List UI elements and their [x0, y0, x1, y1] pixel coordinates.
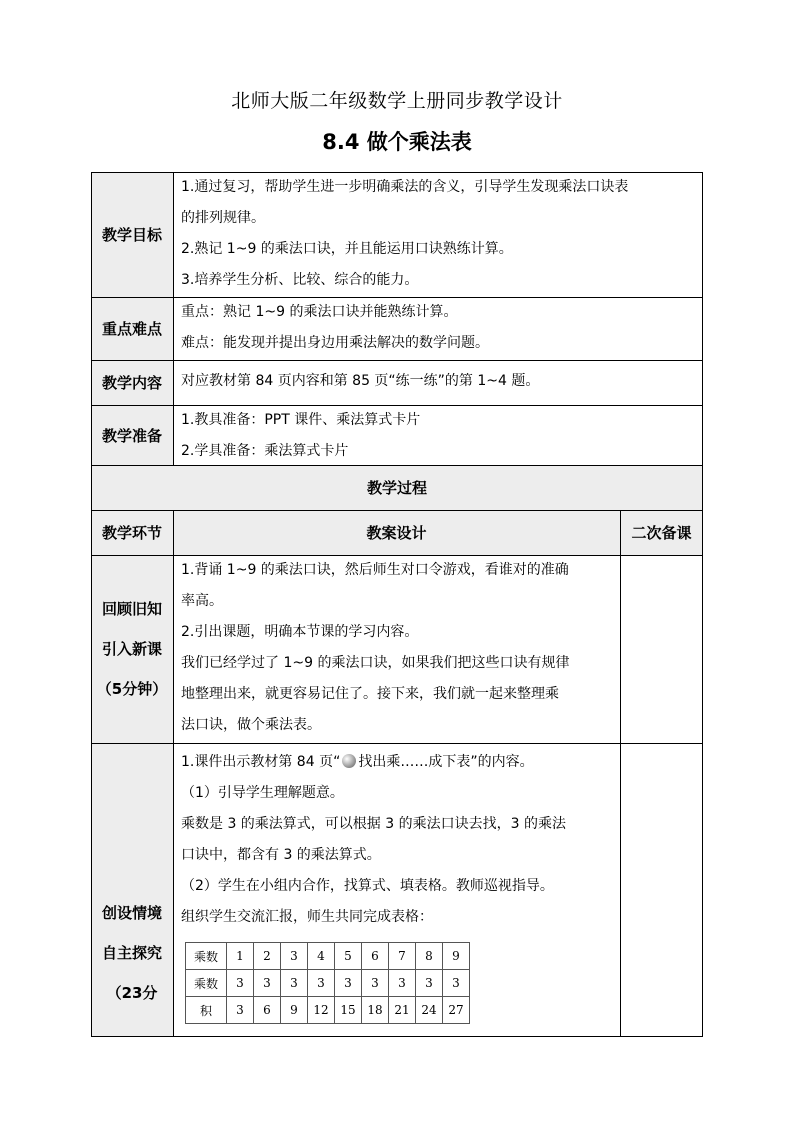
goals-label: 教学目标 — [91, 172, 173, 297]
row-key-points — [91, 297, 703, 360]
lesson-title: 8.4 做个乘法表 — [322, 130, 472, 154]
table-row-header: 乘数 — [186, 943, 227, 970]
document-subtitle: 北师大版二年级数学上册同步教学设计 — [231, 90, 563, 112]
table-cell: 3 — [443, 970, 470, 997]
table-border — [91, 1036, 703, 1037]
row-goals — [91, 172, 703, 297]
prep-label: 教学准备 — [91, 405, 173, 465]
design-line: （1）引导学生理解题意。 — [181, 785, 344, 801]
table-cell: 24 — [416, 997, 443, 1024]
table-cell: 1 — [227, 943, 254, 970]
content-label: 教学内容 — [91, 360, 173, 405]
table-cell: 21 — [389, 997, 416, 1024]
design-line: 我们已经学过了 1~9 的乘法口诀，如果我们把这些口诀有规律 — [181, 655, 570, 671]
table-cell: 2 — [254, 943, 281, 970]
stage-label-line: 引入新课 — [101, 640, 162, 658]
stage-review-design — [173, 555, 620, 743]
table-row — [186, 943, 470, 970]
table-cell: 3 — [335, 970, 362, 997]
table-border — [91, 172, 92, 1037]
stage-review-notes — [620, 555, 703, 743]
key-points-line: 重点：熟记 1~9 的乘法口诀并能熟练计算。 — [181, 304, 458, 320]
table-row-header: 积 — [186, 997, 227, 1024]
stage-column-header: 教学环节 — [91, 510, 173, 555]
stage-review-label — [91, 555, 173, 743]
table-cell: 9 — [443, 943, 470, 970]
content-text — [173, 360, 703, 405]
table-cell: 3 — [227, 997, 254, 1024]
table-cell: 7 — [389, 943, 416, 970]
table-cell: 9 — [281, 997, 308, 1024]
notes-column-header: 二次备课 — [620, 510, 703, 555]
row-prep — [91, 405, 703, 465]
stage-explore-label — [91, 743, 173, 1036]
row-stage-review — [91, 555, 703, 743]
table-cell: 5 — [335, 943, 362, 970]
table-cell: 4 — [308, 943, 335, 970]
table-cell: 6 — [362, 943, 389, 970]
key-points-label: 重点难点 — [91, 297, 173, 360]
table-row-header: 乘数 — [186, 970, 227, 997]
table-row — [186, 970, 470, 997]
table-cell: 3 — [254, 970, 281, 997]
table-cell: 3 — [416, 970, 443, 997]
table-border — [91, 743, 703, 744]
table-border — [702, 172, 703, 1037]
table-cell: 3 — [227, 970, 254, 997]
key-points-line: 难点：能发现并提出身边用乘法解决的数学问题。 — [181, 335, 489, 351]
table-border — [91, 172, 703, 173]
key-points-content — [173, 297, 703, 360]
table-border — [91, 297, 703, 298]
table-row — [186, 997, 470, 1024]
goals-content — [173, 172, 703, 297]
table-cell: 12 — [308, 997, 335, 1024]
table-cell: 3 — [308, 970, 335, 997]
design-line: 2.引出课题，明确本节课的学习内容。 — [181, 624, 419, 640]
design-line: 乘数是 3 的乘法算式，可以根据 3 的乘法口诀去找，3 的乘法 — [181, 816, 566, 832]
table-border — [91, 555, 703, 556]
goals-line: 的排列规律。 — [181, 210, 265, 226]
design-line-start: 1.课件出示教材第 84 页“ — [181, 754, 341, 770]
prep-line: 1.教具准备：PPT 课件、乘法算式卡片 — [181, 412, 421, 428]
content-line: 对应教材第 84 页内容和第 85 页“练一练”的第 1~4 题。 — [181, 373, 540, 389]
stage-label-line: 自主探究 — [101, 944, 162, 962]
design-column-header: 教案设计 — [173, 510, 620, 555]
table-border — [620, 510, 621, 1037]
table-border — [91, 405, 703, 406]
design-line: 组织学生交流汇报，师生共同完成表格： — [181, 909, 433, 925]
row-content — [91, 360, 703, 405]
stage-label-line: 创设情境 — [101, 904, 162, 922]
table-cell: 27 — [443, 997, 470, 1024]
table-cell: 8 — [416, 943, 443, 970]
process-title: 教学过程 — [91, 465, 703, 510]
table-cell: 6 — [254, 997, 281, 1024]
stage-label-line: （23分 — [106, 984, 158, 1002]
table-border — [91, 510, 703, 511]
design-line: 1.背诵 1~9 的乘法口诀，然后师生对口令游戏，看谁对的准确 — [181, 562, 569, 578]
table-border — [91, 360, 703, 361]
table-border — [173, 172, 174, 465]
stage-explore-notes — [620, 743, 703, 1036]
design-line-end: 找出乘……成下表”的内容。 — [358, 754, 534, 770]
table-border — [173, 510, 174, 1037]
table-border — [91, 465, 703, 466]
design-line: 口诀中，都含有 3 的乘法算式。 — [181, 847, 381, 863]
table-cell: 3 — [281, 970, 308, 997]
multiplication-table — [185, 942, 470, 1024]
table-cell: 3 — [281, 943, 308, 970]
design-line: 地整理出来，就更容易记住了。接下来，我们就一起来整理乘 — [181, 686, 559, 702]
table-cell: 18 — [362, 997, 389, 1024]
prep-content — [173, 405, 703, 465]
goals-line: 3.培养学生分析、比较、综合的能力。 — [181, 272, 419, 288]
table-cell: 15 — [335, 997, 362, 1024]
goals-line: 1.通过复习，帮助学生进一步明确乘法的含义，引导学生发现乘法口诀表 — [181, 179, 629, 195]
design-line: 率高。 — [181, 593, 223, 609]
design-line: （2）学生在小组内合作，找算式、填表格。教师巡视指导。 — [181, 878, 554, 894]
ball-icon — [342, 754, 356, 768]
table-cell: 3 — [389, 970, 416, 997]
table-cell: 3 — [362, 970, 389, 997]
design-line — [181, 747, 612, 778]
prep-line: 2.学具准备：乘法算式卡片 — [181, 443, 349, 459]
goals-line: 2.熟记 1~9 的乘法口诀，并且能运用口诀熟练计算。 — [181, 241, 513, 257]
stage-label-line: 回顾旧知 — [101, 600, 162, 618]
design-line: 法口诀，做个乘法表。 — [181, 717, 321, 733]
row-process-title — [91, 465, 703, 510]
row-process-headers — [91, 510, 703, 555]
stage-label-line: （5分钟） — [96, 680, 168, 698]
